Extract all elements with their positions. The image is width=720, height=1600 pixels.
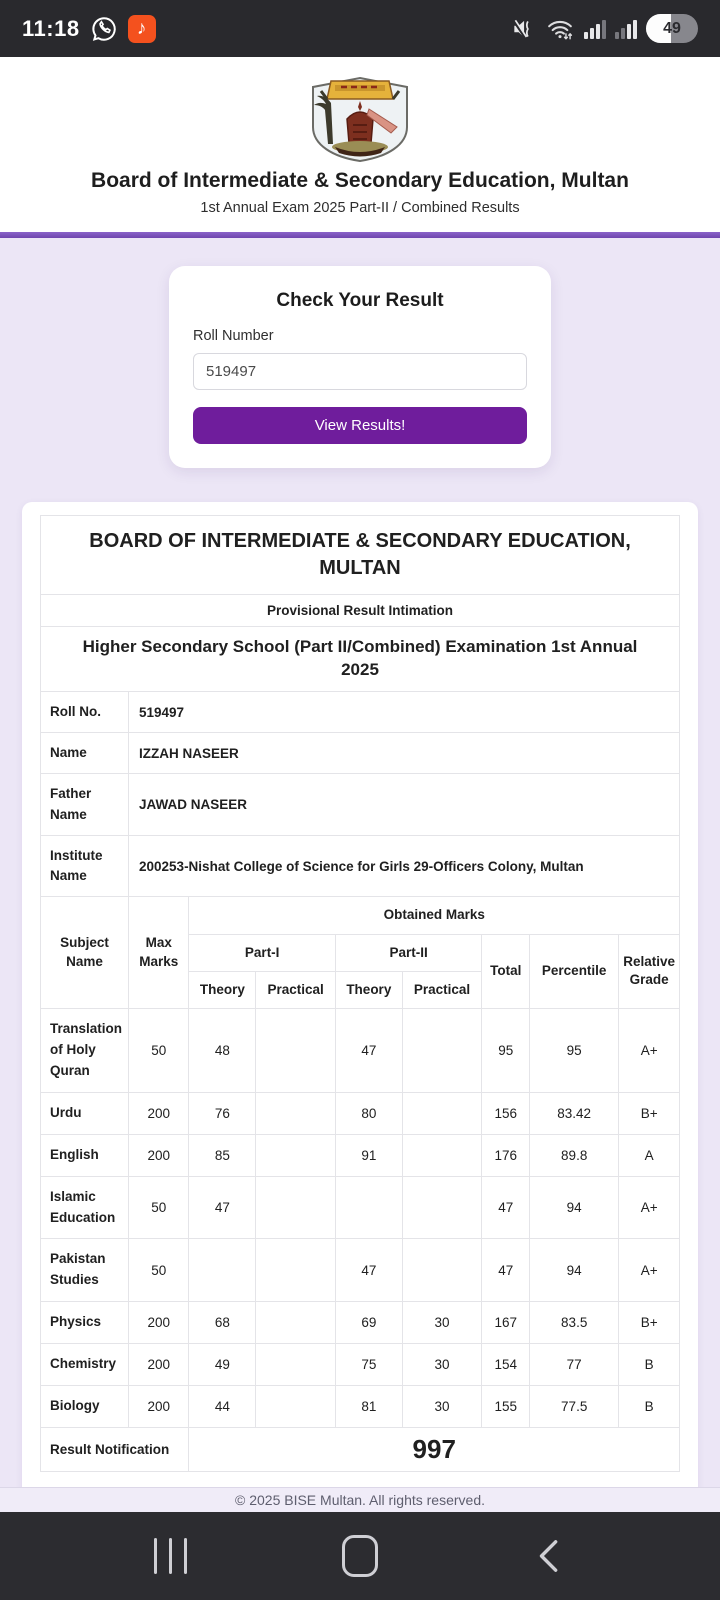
part1-header: Part-I <box>189 934 335 971</box>
subject-name-cell: Islamic Education <box>41 1176 129 1239</box>
part1-theory-header: Theory <box>189 971 256 1008</box>
grade-cell: A <box>619 1134 680 1176</box>
roll-number-label: Roll Number <box>193 328 274 344</box>
p2-theory-cell: 75 <box>335 1344 402 1386</box>
percentile-cell: 95 <box>530 1009 619 1093</box>
percentile-cell: 89.8 <box>530 1134 619 1176</box>
part2-header: Part-II <box>335 934 481 971</box>
p2-theory-cell: 80 <box>335 1092 402 1134</box>
view-results-button[interactable]: View Results! <box>193 407 527 444</box>
total-cell: 47 <box>482 1239 530 1302</box>
subject-name-cell: Translation of Holy Quran <box>41 1009 129 1093</box>
whatsapp-notification-icon <box>90 15 118 43</box>
wifi-icon <box>545 16 575 42</box>
music-app-notification-icon: ♪ <box>128 15 156 43</box>
max-cell: 200 <box>129 1302 189 1344</box>
max-cell: 200 <box>129 1386 189 1428</box>
result-card <box>22 502 698 1487</box>
check-result-title: Check Your Result <box>276 290 444 311</box>
subject-name-cell: Urdu <box>41 1092 129 1134</box>
status-bar-left <box>22 15 156 43</box>
marks-table-body <box>41 1009 680 1428</box>
p1-theory-cell: 76 <box>189 1092 256 1134</box>
subject-row <box>41 1092 680 1134</box>
name-row <box>41 733 680 774</box>
max-cell: 50 <box>129 1176 189 1239</box>
p1-practical-cell <box>256 1344 336 1386</box>
p2-practical-cell <box>402 1176 482 1239</box>
max-cell: 50 <box>129 1239 189 1302</box>
part2-practical-header: Practical <box>402 971 482 1008</box>
p2-practical-cell <box>402 1134 482 1176</box>
clock: 11:18 <box>22 15 80 41</box>
father-name-value: JAWAD NASEER <box>129 774 680 836</box>
p1-theory-cell: 85 <box>189 1134 256 1176</box>
site-header <box>0 57 720 232</box>
p1-theory-cell: 49 <box>189 1344 256 1386</box>
subject-row <box>41 1302 680 1344</box>
home-button[interactable] <box>330 1526 390 1586</box>
status-bar-right <box>510 14 698 43</box>
grade-cell: A+ <box>619 1176 680 1239</box>
battery-indicator <box>646 14 698 43</box>
max-cell: 50 <box>129 1009 189 1093</box>
result-notification-value: 997 <box>189 1428 680 1472</box>
status-bar <box>0 0 720 57</box>
percentile-cell: 77.5 <box>530 1386 619 1428</box>
father-name-label: Father Name <box>41 774 129 836</box>
p1-practical-cell <box>256 1176 336 1239</box>
subject-row <box>41 1239 680 1302</box>
grade-cell: B <box>619 1344 680 1386</box>
obtained-marks-header: Obtained Marks <box>189 897 680 934</box>
p1-practical-cell <box>256 1009 336 1093</box>
p1-practical-cell <box>256 1092 336 1134</box>
subject-name-cell: Physics <box>41 1302 129 1344</box>
total-cell: 154 <box>482 1344 530 1386</box>
max-cell: 200 <box>129 1344 189 1386</box>
max-cell: 200 <box>129 1092 189 1134</box>
father-name-row <box>41 774 680 836</box>
intimation-cell: Provisional Result Intimation <box>41 595 680 627</box>
p2-practical-cell <box>402 1092 482 1134</box>
signal-strength-icon-sim2 <box>615 19 637 39</box>
intimation-row <box>41 595 680 627</box>
grade-cell: B+ <box>619 1302 680 1344</box>
p1-practical-cell <box>256 1302 336 1344</box>
p1-theory-cell: 47 <box>189 1176 256 1239</box>
page-title: Board of Intermediate & Secondary Education, Multan <box>91 169 629 192</box>
page-subtitle: 1st Annual Exam 2025 Part-II / Combined Results <box>200 200 520 216</box>
p2-theory-cell <box>335 1176 402 1239</box>
roll-number-input[interactable] <box>193 353 527 390</box>
subject-name-header: Subject Name <box>41 897 129 1009</box>
p2-practical-cell <box>402 1009 482 1093</box>
part1-practical-header: Practical <box>256 971 336 1008</box>
signal-strength-icon-sim1 <box>584 19 606 39</box>
page-footer <box>0 1487 720 1512</box>
recent-apps-icon <box>154 1538 187 1574</box>
total-cell: 156 <box>482 1092 530 1134</box>
subject-row <box>41 1176 680 1239</box>
grade-cell: A+ <box>619 1239 680 1302</box>
total-cell: 155 <box>482 1386 530 1428</box>
part2-theory-header: Theory <box>335 971 402 1008</box>
grade-cell: A+ <box>619 1009 680 1093</box>
p2-theory-cell: 81 <box>335 1386 402 1428</box>
grade-cell: B+ <box>619 1092 680 1134</box>
total-header: Total <box>482 934 530 1008</box>
percentile-cell: 83.5 <box>530 1302 619 1344</box>
p2-theory-cell: 47 <box>335 1239 402 1302</box>
marks-header-row-1 <box>41 897 680 934</box>
student-name-label: Name <box>41 733 129 774</box>
main-content <box>0 238 720 1487</box>
institute-label: Institute Name <box>41 835 129 897</box>
check-result-card <box>169 266 551 468</box>
total-cell: 167 <box>482 1302 530 1344</box>
p1-practical-cell <box>256 1239 336 1302</box>
board-title-row <box>41 516 680 595</box>
subject-name-cell: Chemistry <box>41 1344 129 1386</box>
subject-name-cell: Biology <box>41 1386 129 1428</box>
percentile-cell: 94 <box>530 1239 619 1302</box>
p2-theory-cell: 91 <box>335 1134 402 1176</box>
student-name-value: IZZAH NASEER <box>129 733 680 774</box>
p2-theory-cell: 47 <box>335 1009 402 1093</box>
total-cell: 95 <box>482 1009 530 1093</box>
total-cell: 47 <box>482 1176 530 1239</box>
institute-value: 200253-Nishat College of Science for Girls 29-Officers Colony, Multan <box>129 835 680 897</box>
relative-grade-header: Relative Grade <box>619 934 680 1008</box>
result-notification-row <box>41 1428 680 1472</box>
grade-cell: B <box>619 1386 680 1428</box>
max-marks-header: Max Marks <box>129 897 189 1009</box>
home-icon <box>342 1535 378 1577</box>
android-navigation-bar <box>0 1512 720 1600</box>
battery-percent-label: 49 <box>663 19 681 37</box>
roll-no-value: 519497 <box>129 691 680 732</box>
percentile-header: Percentile <box>530 934 619 1008</box>
p1-theory-cell: 48 <box>189 1009 256 1093</box>
subject-name-cell: Pakistan Studies <box>41 1239 129 1302</box>
max-cell: 200 <box>129 1134 189 1176</box>
result-notification-label: Result Notification <box>41 1428 189 1472</box>
copyright-text: © 2025 BISE Multan. All rights reserved. <box>235 1492 485 1508</box>
p1-theory-cell: 68 <box>189 1302 256 1344</box>
total-cell: 176 <box>482 1134 530 1176</box>
percentile-cell: 94 <box>530 1176 619 1239</box>
mute-vibrate-icon <box>510 16 536 42</box>
back-icon <box>533 1536 567 1576</box>
recent-apps-button[interactable] <box>140 1526 200 1586</box>
p2-practical-cell: 30 <box>402 1302 482 1344</box>
exam-title-cell <box>41 627 680 692</box>
p1-theory-cell <box>189 1239 256 1302</box>
result-table <box>40 515 680 1472</box>
subject-name-cell: English <box>41 1134 129 1176</box>
board-logo <box>301 75 419 163</box>
p2-practical-cell: 30 <box>402 1386 482 1428</box>
exam-title-row <box>41 627 680 692</box>
roll-no-row <box>41 691 680 732</box>
subject-row <box>41 1344 680 1386</box>
board-title-cell <box>41 516 680 595</box>
percentile-cell: 77 <box>530 1344 619 1386</box>
p2-practical-cell <box>402 1239 482 1302</box>
back-button[interactable] <box>520 1526 580 1586</box>
exam-title: Higher Secondary School (Part II/Combined) Examination 1st Annual 2025 <box>82 637 638 679</box>
percentile-cell: 83.42 <box>530 1092 619 1134</box>
subject-row <box>41 1009 680 1093</box>
p1-theory-cell: 44 <box>189 1386 256 1428</box>
p2-theory-cell: 69 <box>335 1302 402 1344</box>
roll-no-label: Roll No. <box>41 691 129 732</box>
subject-row <box>41 1386 680 1428</box>
p1-practical-cell <box>256 1386 336 1428</box>
board-title: BOARD OF INTERMEDIATE & SECONDARY EDUCATION, MULTAN <box>89 530 631 579</box>
p2-practical-cell: 30 <box>402 1344 482 1386</box>
subject-row <box>41 1134 680 1176</box>
institute-row <box>41 835 680 897</box>
p1-practical-cell <box>256 1134 336 1176</box>
